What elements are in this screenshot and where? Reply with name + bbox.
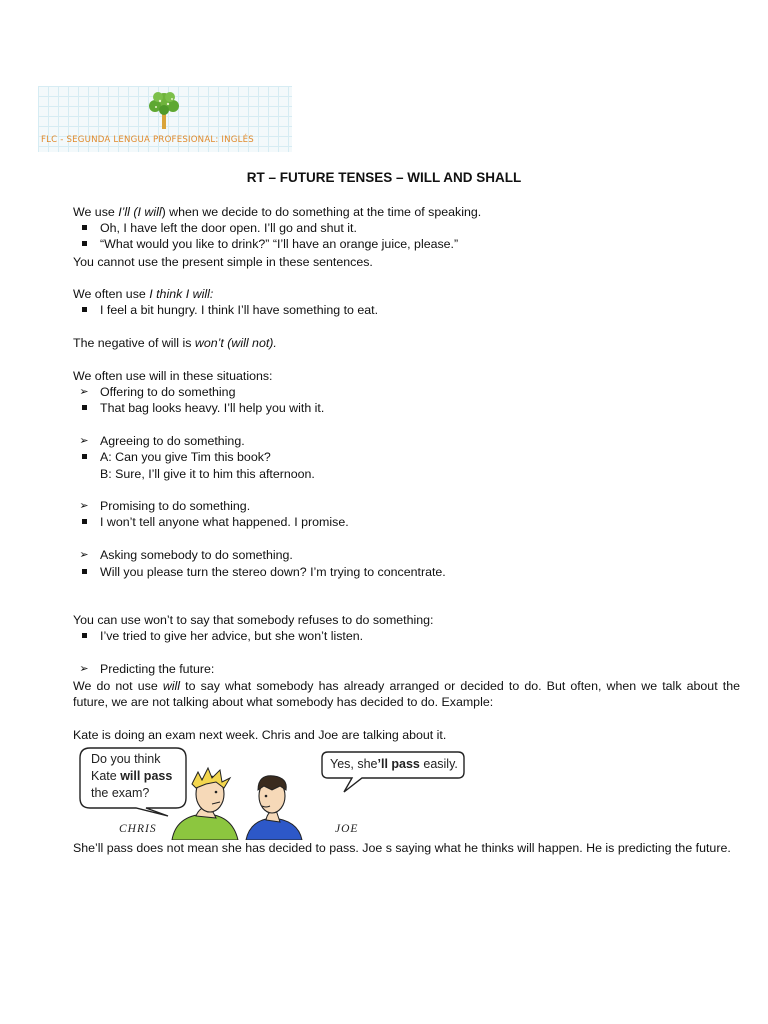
text: to say what somebody has already arranged or decided to do. But often, when we talk about the future, we are not talking about what somebody has decided to do. Example: <box>73 679 740 710</box>
paragraph <box>73 678 740 710</box>
bold-text: ’ll pass <box>377 757 420 771</box>
italic-text: I think I will: <box>149 287 214 301</box>
text: We often use <box>73 287 150 301</box>
bullet-arrow-icon: ➢ <box>79 435 89 447</box>
paragraph: Kate is doing an exam next week. Chris and Joe are talking about it. <box>73 728 447 742</box>
list-item: “What would you like to drink?” “I’ll have an orange juice, please.” <box>100 237 459 251</box>
list-item: A: Can you give Tim this book? <box>100 450 271 464</box>
bullet-arrow-icon: ➢ <box>79 663 89 675</box>
joe-speech-text <box>330 756 458 773</box>
italic-text: will <box>162 679 181 693</box>
bullet-arrow-icon: ➢ <box>79 500 89 512</box>
bullet-square-icon <box>79 302 89 318</box>
page-title: RT – FUTURE TENSES – WILL AND SHALL <box>246 170 522 185</box>
list-item: I’ve tried to give her advice, but she won’t listen. <box>100 629 364 643</box>
list-item: That bag looks heavy. I’ll help you with it. <box>100 401 325 415</box>
paragraph: We often use will in these situations: <box>73 369 273 383</box>
chris-name-label: CHRIS <box>119 823 157 835</box>
paragraph: You can use won’t to say that somebody refuses to do something: <box>73 613 434 627</box>
bullet-square-icon <box>79 400 89 416</box>
bullet-square-icon <box>79 628 89 644</box>
banner-text: FLC - SEGUNDA LENGUA PROFESIONAL: INGLÉS <box>41 135 254 145</box>
paragraph <box>73 335 277 351</box>
text: The negative of will is <box>73 336 195 350</box>
bullet-square-icon <box>79 564 89 580</box>
list-item: I won’t tell anyone what happened. I promise. <box>100 515 349 529</box>
text: We use <box>73 205 119 219</box>
text: Kate <box>91 769 121 783</box>
text: Yes, she <box>330 757 378 771</box>
list-item: Asking somebody to do something. <box>100 548 293 562</box>
speech-line: the exam? <box>91 786 150 800</box>
list-item: Offering to do something <box>100 385 236 399</box>
tree-logo-icon <box>142 88 186 132</box>
list-item: Oh, I have left the door open. I’ll go and shut it. <box>100 221 357 235</box>
italic-text: I’ll (I will <box>118 205 162 219</box>
bullet-square-icon <box>79 236 89 252</box>
list-item: Will you please turn the stereo down? I’m trying to concentrate. <box>100 565 446 579</box>
bullet-square-icon <box>79 514 89 530</box>
cartoon-illustration <box>76 744 466 840</box>
speech-line: Do you think <box>91 752 161 766</box>
joe-figure-icon <box>246 776 302 840</box>
bullet-arrow-icon: ➢ <box>79 386 89 398</box>
list-item: Agreeing to do something. <box>100 434 245 448</box>
bullet-square-icon <box>79 449 89 465</box>
speech-line <box>91 768 172 785</box>
text: We do not use <box>73 679 163 693</box>
text: ) when we decide to do something at the time of speaking. <box>161 205 482 219</box>
chris-speech-text <box>91 751 172 802</box>
list-item: Promising to do something. <box>100 499 251 513</box>
header-banner <box>38 86 292 152</box>
list-item-continuation: B: Sure, I’ll give it to him this afternoon. <box>100 467 315 481</box>
italic-text: won’t (will not). <box>194 336 277 350</box>
bold-text: will pass <box>120 769 173 783</box>
list-item: I feel a bit hungry. I think I’ll have something to eat. <box>100 303 379 317</box>
paragraph <box>73 286 213 302</box>
paragraph: You cannot use the present simple in these sentences. <box>73 255 373 269</box>
paragraph <box>73 204 481 220</box>
bullet-square-icon <box>79 220 89 236</box>
paragraph: She’ll pass does not mean she has decided to pass. Joe s saying what he thinks will happen. He is predicting the future. <box>73 841 731 855</box>
joe-name-label: JOE <box>335 823 359 835</box>
bullet-arrow-icon: ➢ <box>79 549 89 561</box>
list-item: Predicting the future: <box>100 662 215 676</box>
text: easily. <box>419 757 458 771</box>
